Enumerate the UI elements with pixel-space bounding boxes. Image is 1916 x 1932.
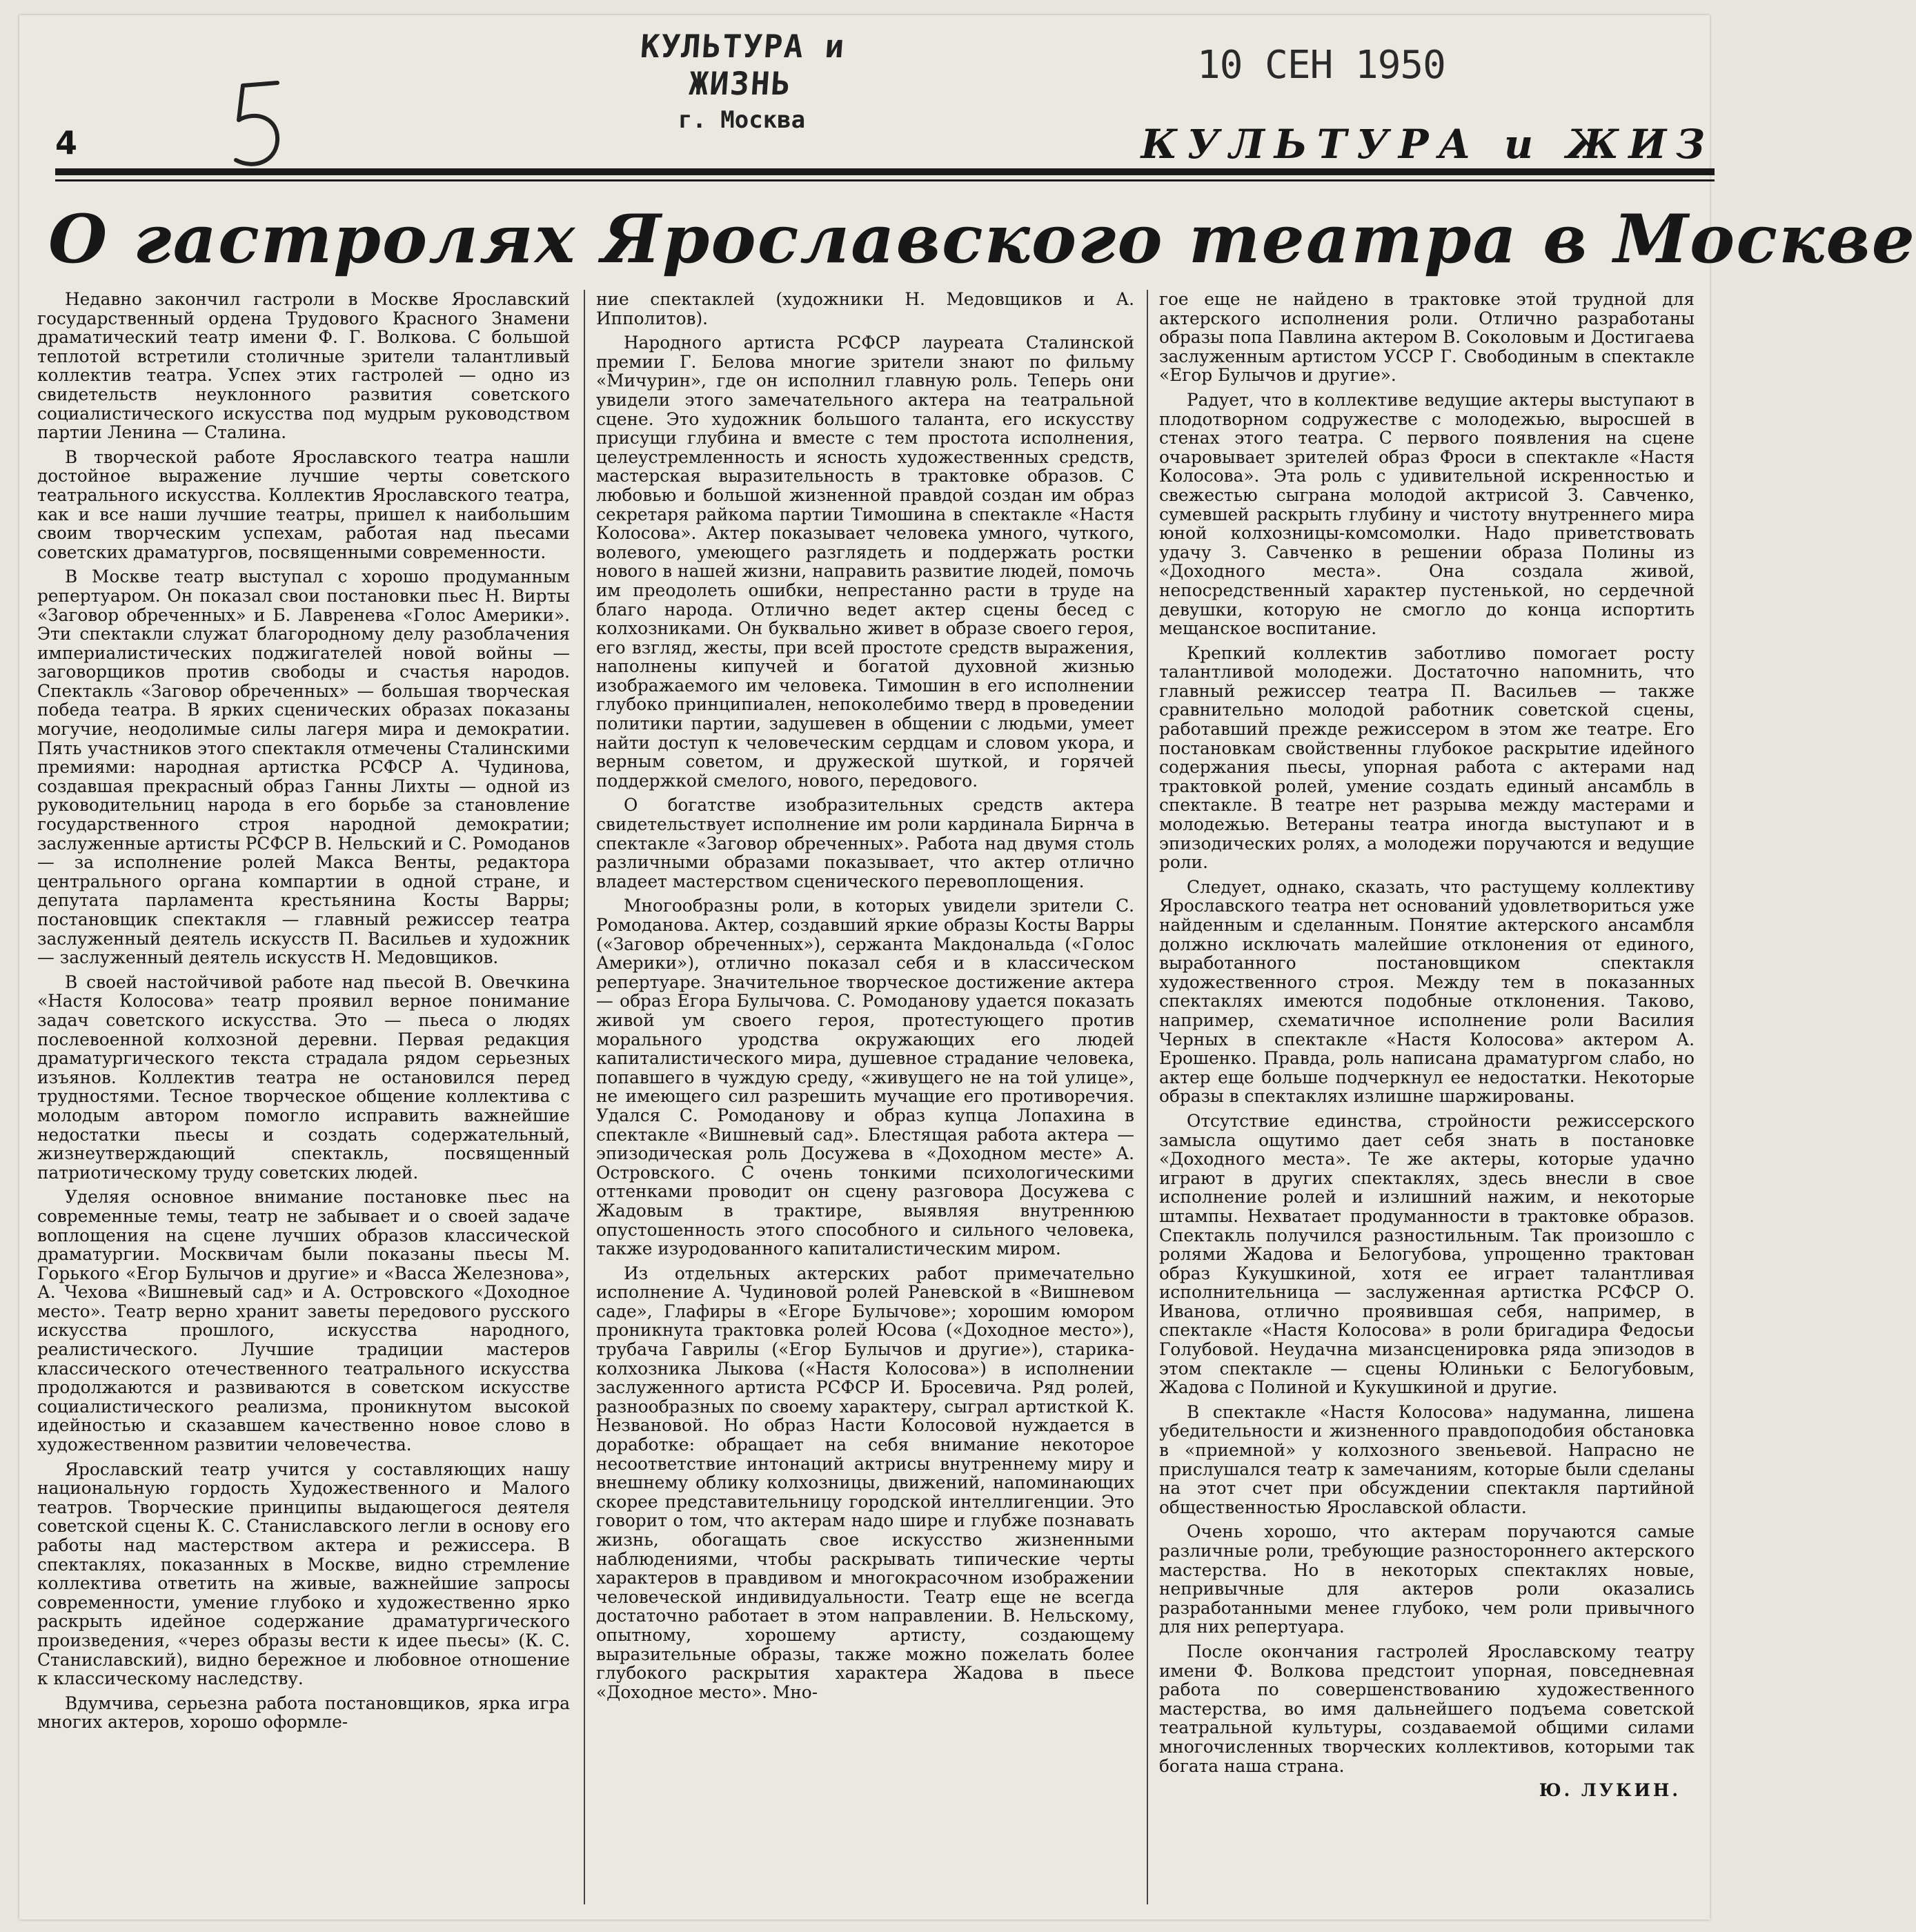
stamp-date: 10 СЕН 1950 [1197,43,1445,88]
paragraph: Вдумчива, серьезна работа постановщиков, ярка игра многих актеров, хорошо оформле- [37,1693,570,1733]
paragraph: Следует, однако, сказать, что растущему коллективу Ярославского театра нет оснований удовлетвориться уже найденным и сделанным. Понятие актерского ансамбля должно исключать малейшие отклонения от единого, выработанного постановщиком спектакля художественного строя. Между тем в показанных спектаклях имеются подобные отклонения. Таково, например, схематичное исполнение роли Василия Черных в спектакле «Настя Колосова» актером А. Ерошенко. Правда, роль написана драматургом слабо, но актер еще больше подчеркнул ее недостатки. Некоторые образы в спектаклях излишне шаржированы. [1159,876,1695,1107]
stamp-paper-name: КУЛЬТУРА и ЖИЗНЬ [639,28,847,102]
paragraph: В спектакле «Настя Колосова» надуманна, лишена убедительности и жизненного правдоподобия обстановка в «приемной» у колхозного звеньевой. Напрасно не прислушался театр к замечаниям, которые были сделаны на этот счет при обсуждении спектакля партийной общественностью Ярославской области. [1159,1401,1695,1517]
paragraph: гое еще не найдено в трактовке этой трудной для актерского исполнения роли. Отлично разработаны образы попа Павлина актером В. Соколовым и Достигаева заслуженным артистом УССР Г. Свободиным в спектакле «Егор Булычов и другие». [1159,289,1695,386]
paragraph: Крепкий коллектив заботливо помогает росту талантливой молодежи. Достаточно напомнить, что главный режиссер театра П. Васильев — также сравнительно молодой работник советской сцены, работавший прежде режиссером в этом же театре. Его постановкам свойственны глубокое раскрытие идейного содержания пьесы, упорная работа с актерами над трактовкой ролей, умение создать единый ансамбль в спектакле. В театре нет разрыва между мастерами и молодежью. Ветераны театра иногда выступают и в эпизодических ролях, а молодежи поручаются и ведущие роли. [1159,642,1695,873]
paragraph: ние спектаклей (художники Н. Медовщиков и А. Ипполитов). [596,289,1134,328]
paragraph: В творческой работе Ярославского театра нашли достойное выражение лучшие черты советского театрального искусства. Коллектив Ярославского театра, как и все наши лучшие театры, пришел к наибольшим своим творческим успехам, работая над пьесами советских драматургов, посвященными современности. [37,446,570,562]
article-column-1 [37,290,570,1904]
paragraph: Многообразны роли, в которых увидели зрители С. Ромоданова. Актер, создавший яркие образы Косты Варры («Заговор обреченных»), сержанта Макдональда («Голос Америки»), отлично показал себя и в классическом репертуаре. Значительное творческое достижение актера — образ Егора Булычова. С. Ромоданову удается показать живой ум своего героя, протестующего против морального уродства окружающих его людей капиталистического мира, душевное страдание человека, попавшего в чуждую среду, «живущего не на той улице», не имеющего сил разрешить мучащие его противоречия. Удался С. Ромоданову и образ купца Лопахина в спектакле «Вишневый сад». Блестящая работа актера — эпизодическая роль Досужева в «Доходном месте» А. Островского. С очень тонкими психологическими оттенками проводит он сцену разговора Досужева с Жадовым в трактире, выявляя внутреннюю опустошенность этого способного и сильного человека, также изуродованного капиталистическим миром. [596,896,1134,1259]
stamp-city: г. Москва [678,106,806,134]
page-number: 4 [55,124,78,161]
column-divider [1147,290,1148,1904]
masthead-rule-thin [55,179,1715,181]
column-divider [584,290,585,1904]
paragraph: В своей настойчивой работе над пьесой В. Овечкина «Настя Колосова» театр проявил верное понимание задач советского искусства. Это — пьеса о людях послевоенной колхозной деревни. Первая редакция драматургического текста страдала рядом серьезных изъянов. Коллектив театра не остановился перед трудностями. Тесное творческое общение коллектива с молодым автором помогло исправить важнейшие недостатки пьесы и создать содержательный, жизнеутверждающий спектакль, посвященный патриотическому труду советских людей. [37,972,570,1183]
paragraph: Ярославский театр учится у составляющих нашу национальную гордость Художественного и Малого театров. Творческие принципы выдающегося деятеля советской сцены К. С. Станиславского легли в основу его работы над мастерством актера и режиссера. В спектаклях, показанных в Москве, видно стремление коллектива ответить на живые, важнейшие запросы современности, умение глубоко и художественно ярко раскрыть идейное содержание драматургического произведения, «через образы вести к идее пьесы» (К. С. Станиславский), видно бережное и любовное отношение к классическому наследству. [37,1459,570,1689]
paragraph: Отсутствие единства, стройности режиссерского замысла ощутимо дает себя знать в постановке «Доходного места». Те же актеры, которые удачно играют в других спектаклях, здесь внесли в свое исполнение ролей и излишний нажим, и некоторые штампы. Нехватает продуманности в трактовке образов. Спектакль получился разностильным. Так произошло с ролями Жадова и Белогубова, упрощенно трактован образ Кукушкиной, хотя ее играет талантливая исполнительница — заслуженная артистка РСФСР О. Иванова, отлично проявившая себя, например, в спектакле «Настя Колосова» в роли бригадира Федосьи Голубовой. Неудачна мизансценировка ряда эпизодов в этом спектакле — сцены Юлиньки с Белогубовым, Жадова с Полиной и Кукушкиной и другие. [1159,1110,1695,1398]
article-column-2 [596,290,1134,1904]
paragraph: После окончания гастролей Ярославскому театру имени Ф. Волкова предстоит упорная, повседневная работа по совершенствованию художественного мастерства, во имя дальнейшего подъема советской театральной культуры, создаваемой общими силами многочисленных творческих коллективов, которыми так богата наша страна. [1159,1641,1695,1776]
paragraph: Народного артиста РСФСР лауреата Сталинской премии Г. Белова многие зрители знают по фильму «Мичурин», где он исполнил главную роль. Теперь они увидели этого замечательного актера на театральной сцене. Это художник большого таланта, его искусству присущи глубина и вместе с тем простота исполнения, целеустремленность и ясность художественных средств, мастерская выразительность в трактовке образов. С любовью и большой жизненной правдой создан им образ секретаря райкома партии Тимошина в спектакле «Настя Колосова». Актер показывает человека умного, чуткого, волевого, умеющего разглядеть и поддержать ростки нового в нашей жизни, направить развитие людей, помочь им преодолеть ошибки, непрестанно расти в труде на благо народа. Отлично ведет актер сцены бесед с колхозниками. Он буквально живет в образе своего героя, его взгляд, жесты, при всей простоте средств выражения, наполнены кипучей и богатой духовной жизнью изображаемого им человека. Тимошин в его исполнении глубоко принципиален, непоколебимо тверд в проведении политики партии, задушевен в общении с людьми, умеет найти доступ к человеческим сердцам и словом укора, и верным советом, и дружеской шуткой, и горячей поддержкой смелого, нового, передового. [596,333,1134,791]
paragraph: О богатстве изобразительных средств актера свидетельствует исполнение им роли кардинала Бирнча в спектакле «Заговор обреченных». Работа над двумя столь различными образами показывает, что актер отлично владеет мастерством сценического перевоплощения. [596,795,1134,891]
handwritten-page-number [228,77,290,174]
masthead-rule [55,168,1715,175]
paragraph: Уделяя основное внимание постановке пьес на современные темы, театр не забывает и о своей задаче воплощения на сцене лучших образов классической драматургии. Москвичам были показаны пьесы М. Горького «Егор Булычов и другие» и «Васса Железнова», А. Чехова «Вишневый сад» и А. Островского «Доходное место». Театр верно хранит заветы передового русского искусства прошлого, искусства народного, реалистического. Лучшие традиции мастеров классического отечественного театрального искусства продолжаются и развиваются в советском искусстве социалистического реализма, проникнутом высокой идейностью и сказавшем качественно новое слово в художественном развитии человечества. [37,1187,570,1455]
paragraph: Недавно закончил гастроли в Москве Ярославский государственный ордена Трудового Красного Знамени драматический театр имени Ф. Г. Волкова. С большой теплотой встретили столичные зрители талантливый коллектив театра. Успех этих гастролей — одно из свидетельств неуклонного развития советского социалистического искусства под мудрым руководством партии Ленина — Сталина. [37,289,570,443]
paragraph: Очень хорошо, что актерам поручаются самые различные роли, требующие разностороннего актерского мастерства. Но в некоторых спектаклях новые, непривычные для актеров роли оказались разработанными менее глубоко, чем роли привычного для них репертуара. [1159,1521,1695,1637]
paragraph: Радует, что в коллективе ведущие актеры выступают в плодотворном содружестве с молодежью, выросшей в стенах этого театра. С первого появления на сцене очаровывает зрителей образ Фроси в спектакле «Настя Колосова». Эта роль с удивительной искренностью и свежестью сыграна молодой актрисой З. Савченко, сумевшей раскрыть глубину и чистоту внутреннего мира юной колхозницы-комсомолки. Надо приветствовать удачу З. Савченко в решении образа Полины из «Доходного места». Она создала живой, непосредственный характер пустенькой, но сердечной девушки, которую не смогло до конца испортить мещанское воспитание. [1159,389,1695,639]
masthead: КУЛЬТУРА и ЖИЗ [1140,121,1715,168]
article-column-3 [1159,290,1695,1904]
article-headline: О гастролях Ярославского театра в Москве [48,200,1916,278]
clipping-stamp [593,28,890,134]
paragraph: Из отдельных актерских работ примечательно исполнение А. Чудиновой ролей Раневской в «Вишневом саде», Глафиры в «Егоре Булычове»; хорошим юмором проникнута трактовка ролей Юсова («Доходное место»), трубача Гаврилы («Егор Булычов и другие»), старика-колхозника Лыкова («Настя Колосова») в исполнении заслуженного артиста РСФСР И. Бросевича. Ряд ролей, разнообразных по своему характеру, сыграл артисткой К. Незвановой. Но образ Насти Колосовой нуждается в доработке: обращает на себя внимание некоторое несоответствие интонаций актрисы внутреннему миру и внешнему облику колхозницы, движений, напоминающих скорее представительницу городской интеллигенции. Это говорит о том, что актерам надо шире и глубже познавать жизнь, обогащать свое искусство жизненными наблюдениями, чтобы раскрывать типические черты характеров в правдивом и многокрасочном изображении человеческой индивидуальности. Театр еще не всегда достаточно работает в этом направлении. В. Нельскому, опытному, хорошему артисту, создающему выразительные образы, также можно пожелать более глубокого раскрытия характера Жадова в пьесе «Доходное место». Мно- [596,1263,1134,1702]
paragraph: В Москве театр выступал с хорошо продуманным репертуаром. Он показал свои постановки пьес Н. Вирты «Заговор обреченных» и Б. Лавренева «Голос Америки». Эти спектакли служат благородному делу разоблачения империалистических поджигателей новой войны — заговорщиков против свободы и счастья народов. Спектакль «Заговор обреченных» — большая творческая победа театра. В ярких сценических образах показаны могучие, неодолимые силы лагеря мира и демократии. Пять участников этого спектакля отмечены Сталинскими премиями: народная артистка РСФСР А. Чудинова, создавшая прекрасный образ Ганны Лихты — одной из руководительниц народа в его борьбе за становление государственного строя народной демократии; заслуженные артисты РСФСР В. Нельский и С. Ромоданов — за исполнение ролей Макса Венты, редактора центрального органа компартии в одной стране, и депутата парламента крестьянина Косты Варры; постановщик спектакля — главный режиссер театра заслуженный деятель искусств П. Васильев и художник — заслуженный деятель искусств Н. Медовщиков. [37,566,570,968]
author-signature: Ю. ЛУКИН. [1539,1780,1681,1801]
